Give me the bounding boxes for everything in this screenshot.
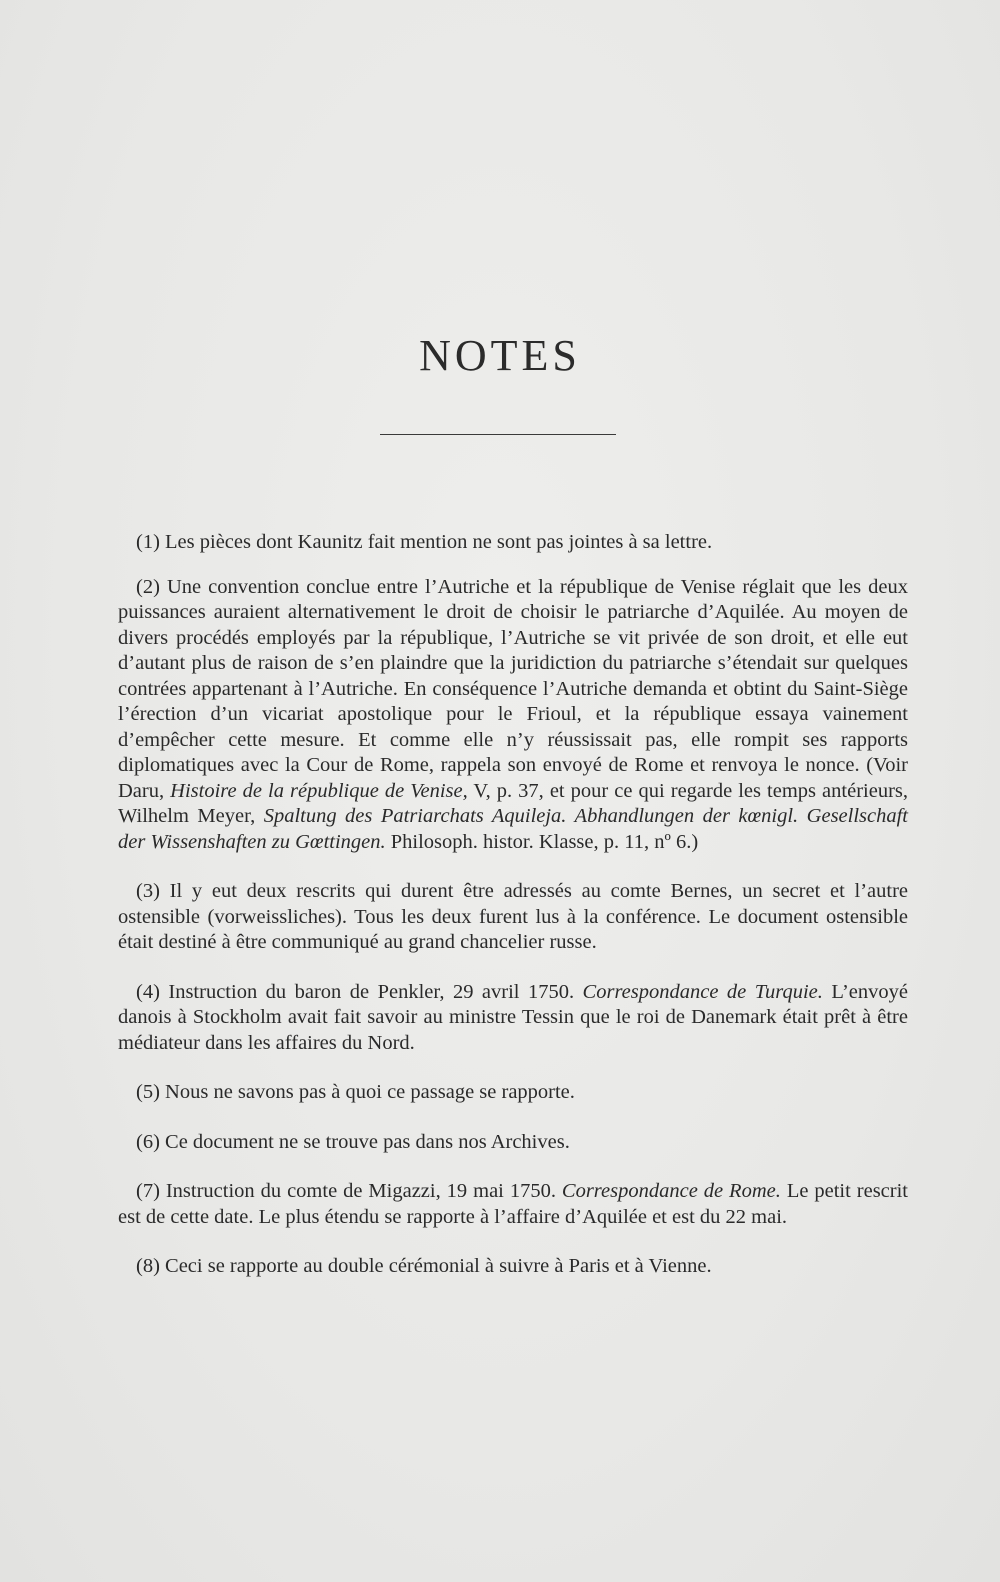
notes-list — [118, 530, 908, 1280]
note-number: (1) — [136, 531, 160, 553]
note-8 — [118, 1254, 908, 1280]
note-6 — [118, 1130, 908, 1156]
note-2 — [118, 575, 908, 856]
note-4 — [118, 980, 908, 1057]
note-text: Il y eut deux rescrits qui durent être adressés au comte Bernes, un secret et l’autre ostensible (vorweissliches). Tous les deux furent lus à la conférence. Le document ostensible était destiné à être communiqué au grand chancelier russe. — [118, 880, 909, 953]
note-text: Ce document ne se trouve pas dans nos Archives. — [165, 1130, 570, 1153]
note-number: (7) — [136, 1180, 160, 1202]
note-7 — [118, 1179, 908, 1230]
note-text: Une convention conclue entre l’Autriche et la république de Venise réglait que les deux puissances auraient alternativement le droit de choisir le patriarche d’Aquilée. Au moyen de divers procédés employés par la république, l’Autriche se vit privée de son droit, et elle eut d’autant plus de raison de s’en plaindre que la juridiction du patriarche s’étendait sur quelques contrées appartenant à l’Autriche. En conséquence l’Autriche demanda et obtint du Saint-Siège l’érection d’un vicariat apostolique pour le Frioul, et la république essaya vainement d’empêcher cette mesure. Et comme elle n’y réussissait pas, elle rompit ses rapports diplomatiques avec la Cour de Rome, rappela son envoyé de Rome et renvoya le nonce. (Voir Daru, — [118, 575, 908, 802]
note-citation: Spaltung des Patriarchats Aquileja. Abhandlungen der kœnigl. Gesellschaft der Wissenshaften zu Gœttingen. — [118, 805, 909, 853]
page-title: NOTES — [419, 331, 581, 380]
note-number: (3) — [136, 880, 160, 902]
note-text: Les pièces dont Kaunitz fait mention ne sont pas jointes à sa lettre. — [165, 531, 713, 553]
note-text: Instruction du baron de Penkler, 29 avril 1750. — [168, 980, 575, 1003]
note-text: V, p. 37, et pour ce qui regarde les temps antérieurs, Wilhelm Meyer, — [118, 779, 908, 827]
note-1 — [118, 530, 908, 556]
note-text: Instruction du comte de Migazzi, 19 mai 1750. — [165, 1180, 556, 1202]
note-number: (2) — [136, 575, 160, 598]
note-text: Philosoph. histor. Klasse, p. 11, nº 6.) — [390, 830, 699, 853]
note-number: (8) — [136, 1255, 160, 1277]
note-number: (4) — [136, 980, 160, 1003]
note-text: Le petit rescrit est de cette date. Le plus étendu se rapporte à l’affaire d’Aquilée et est du 22 mai. — [118, 1180, 908, 1228]
note-text: Ceci se rapporte au double cérémonial à suivre à Paris et à Vienne. — [165, 1255, 712, 1277]
note-citation: Correspondance de Turquie. — [582, 980, 823, 1003]
note-3 — [118, 879, 908, 956]
note-number: (5) — [136, 1081, 160, 1103]
note-text: Nous ne savons pas à quoi ce passage se rapporte. — [165, 1081, 575, 1103]
note-citation: Correspondance de Rome. — [561, 1180, 781, 1202]
note-number: (6) — [136, 1130, 160, 1153]
note-text: L’envoyé danois à Stockholm avait fait savoir au ministre Tessin que le roi de Danemark était prêt à être médiateur dans les affaires du Nord. — [118, 980, 909, 1054]
note-citation: Histoire de la république de Venise, — [170, 779, 468, 802]
note-5 — [118, 1080, 908, 1106]
title-rule — [380, 434, 616, 435]
